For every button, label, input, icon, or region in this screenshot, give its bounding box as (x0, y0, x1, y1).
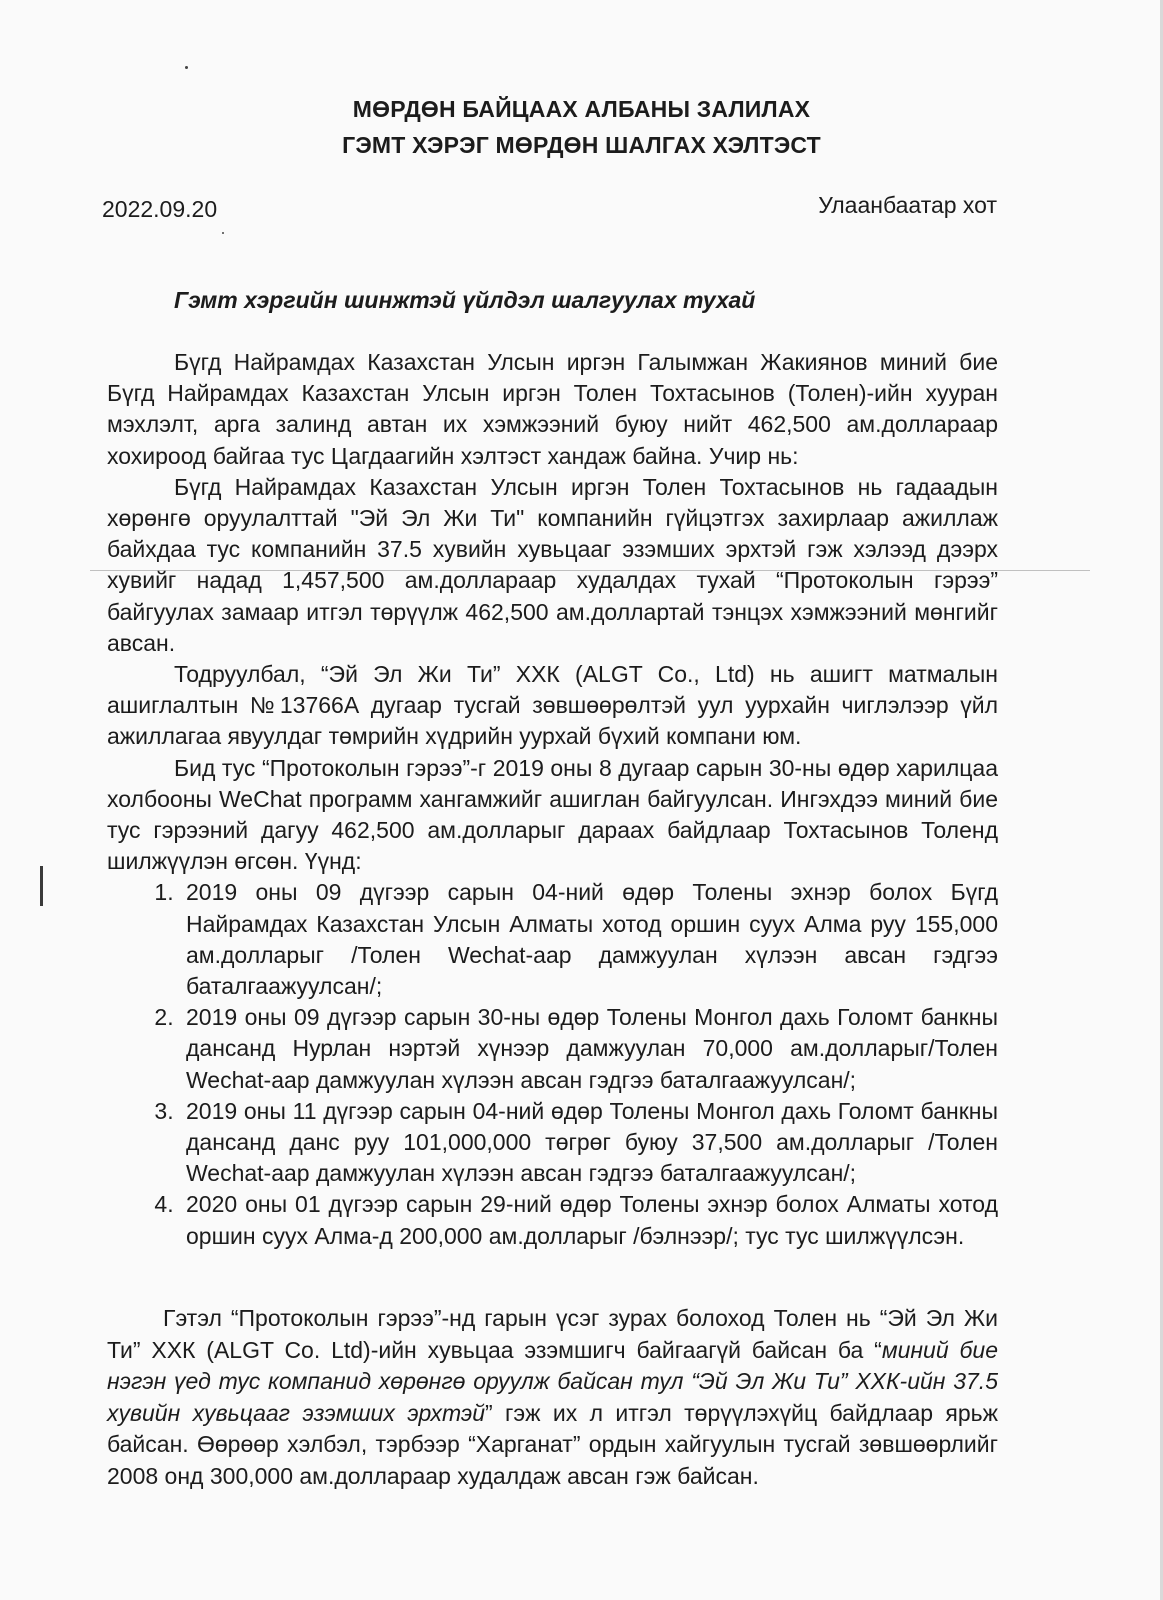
list-item: 1. 2019 оны 09 дүгээр сарын 04-ний өдөр Толены эхнэр болох Бүгд Найрамдах Казахстан Улсын Алматы хотод оршин суух Алма руу 155,000 ам.долларыг /Толен Wechat-аар дамжуулан хүлээн авсан гэдгээ баталгаажуулсан/; (180, 877, 998, 1002)
document-city: Улаанбаатар хот (818, 192, 997, 218)
list-item: 2. 2019 оны 09 дүгээр сарын 30-ны өдөр Толены Монгол дахь Голомт банкны дансанд Нурлан нэртэй хүнээр дамжуулан 70,000 ам.долларыг/Толен Wechat-аар дамжуулан хүлээн авсан гэдгээ баталгаажуулсан/; (180, 1002, 998, 1096)
scan-speck (222, 232, 224, 234)
scan-speck (185, 66, 188, 69)
closing-text: Гэтэл “Протоколын гэрээ”-нд гарын үсэг зурах болоход Толен нь “Эй Эл Жи Ти” ХХК (ALGT Co. Ltd)-ийн хувьцаа эзэмшигч байгаагүй байсан ба “ (107, 1305, 998, 1363)
paragraph: Бүгд Найрамдах Казахстан Улсын иргэн Галымжан Жакиянов миний бие Бүгд Найрамдах Казахстан Улсын иргэн Толен Тохтасынов (Толен)-ийн хууран мэхлэлт, арга залинд автан их хэмжээний буюу нийт 462,500 ам.доллараар хохироод байгаа тус Цагдаагийн хэлтэст хандаж байна. Учир нь: (107, 349, 998, 469)
document-subject: Гэмт хэргийн шинжтэй үйлдэл шалгуулах тухай (174, 287, 756, 313)
list-item: 4. 2020 оны 01 дүгээр сарын 29-ний өдөр Толены эхнэр болох Алматы хотод оршин суух Алма-д 200,000 ам.долларыг /бэлнээр/; тус тус шилжүүлсэн. (180, 1189, 998, 1251)
quoted-claim: миний бие нэгэн үед тус компанид хөрөнгө оруулж байсан тул “Эй Эл Жи Ти” ХХК-ийн 37.5 хувийн хувьцааг эзэмших эрхтэй (107, 1336, 998, 1426)
closing-paragraph (107, 1303, 998, 1493)
paragraph: Бүгд Найрамдах Казахстан Улсын иргэн Толен Тохтасынов нь гадаадын хөрөнгө оруулалттай "Эй Эл Жи Ти" компанийн гүйцэтгэх захирлаар ажиллаж байхдаа тус компанийн 37.5 хувийн хувьцааг эзэмших эрхтэй гэж хэлээд дээрх хувийг надад 1,457,500 ам.доллараар худалдах тухай “Протоколын гэрээ” байгуулах замаар итгэл төрүүлж 462,500 ам.доллартай тэнцэх хэмжээний мөнгийг авсан. (107, 473, 998, 656)
recipient-line-1: МӨРДӨН БАЙЦААХ АЛБАНЫ ЗАЛИЛАХ (352, 96, 811, 122)
document-body (107, 347, 998, 1252)
recipient-line-2: ГЭМТ ХЭРЭГ МӨРДӨН ШАЛГАХ ХЭЛТЭСТ (342, 132, 821, 158)
paragraph: Бид тус “Протоколын гэрээ”-г 2019 оны 8 дугаар сарын 30-ны өдөр харилцаа холбооны WeChat программ хангамжийг ашиглан байгуулсан. Ингэхдээ миний бие тус гэрээний дагуу 462,500 ам.долларыг дараах байдлаар Тохтасынов Толенд шилжүүлэн өгсөн. Үүнд: (107, 754, 998, 875)
document-date: 2022.09.20 (102, 196, 218, 222)
transfer-list (107, 877, 998, 1251)
closing-text: ” гэж их л итгэл төрүүлэхүйц байдлаар ярьж байсан. Өөрөөр хэлбэл, тэрбээр “Харганат” ордын хайгуулын тусгай зөвшөөрлийг 2008 онд 300,000 ам.доллараар худалдаж авсан гэж байсан. (107, 1399, 998, 1489)
margin-mark (40, 866, 43, 906)
list-item: 3. 2019 оны 11 дүгээр сарын 04-ний өдөр Толены Монгол дахь Голомт банкны дансанд данс руу 101,000,000 төгрөг буюу 37,500 ам.долларыг /Толен Wechat-аар дамжуулан хүлээн авсан гэдгээ баталгаажуулсан/; (180, 1096, 998, 1190)
paragraph: Тодруулбал, “Эй Эл Жи Ти” ХХК (ALGT Co., Ltd) нь ашигт матмалын ашиглалтын №13766А дугаар тусгай зөвшөөрөлтэй уул уурхайн чиглэлээр үйл ажиллагаа явуулдаг төмрийн хүдрийн уурхай бүхий компани юм. (107, 661, 998, 750)
